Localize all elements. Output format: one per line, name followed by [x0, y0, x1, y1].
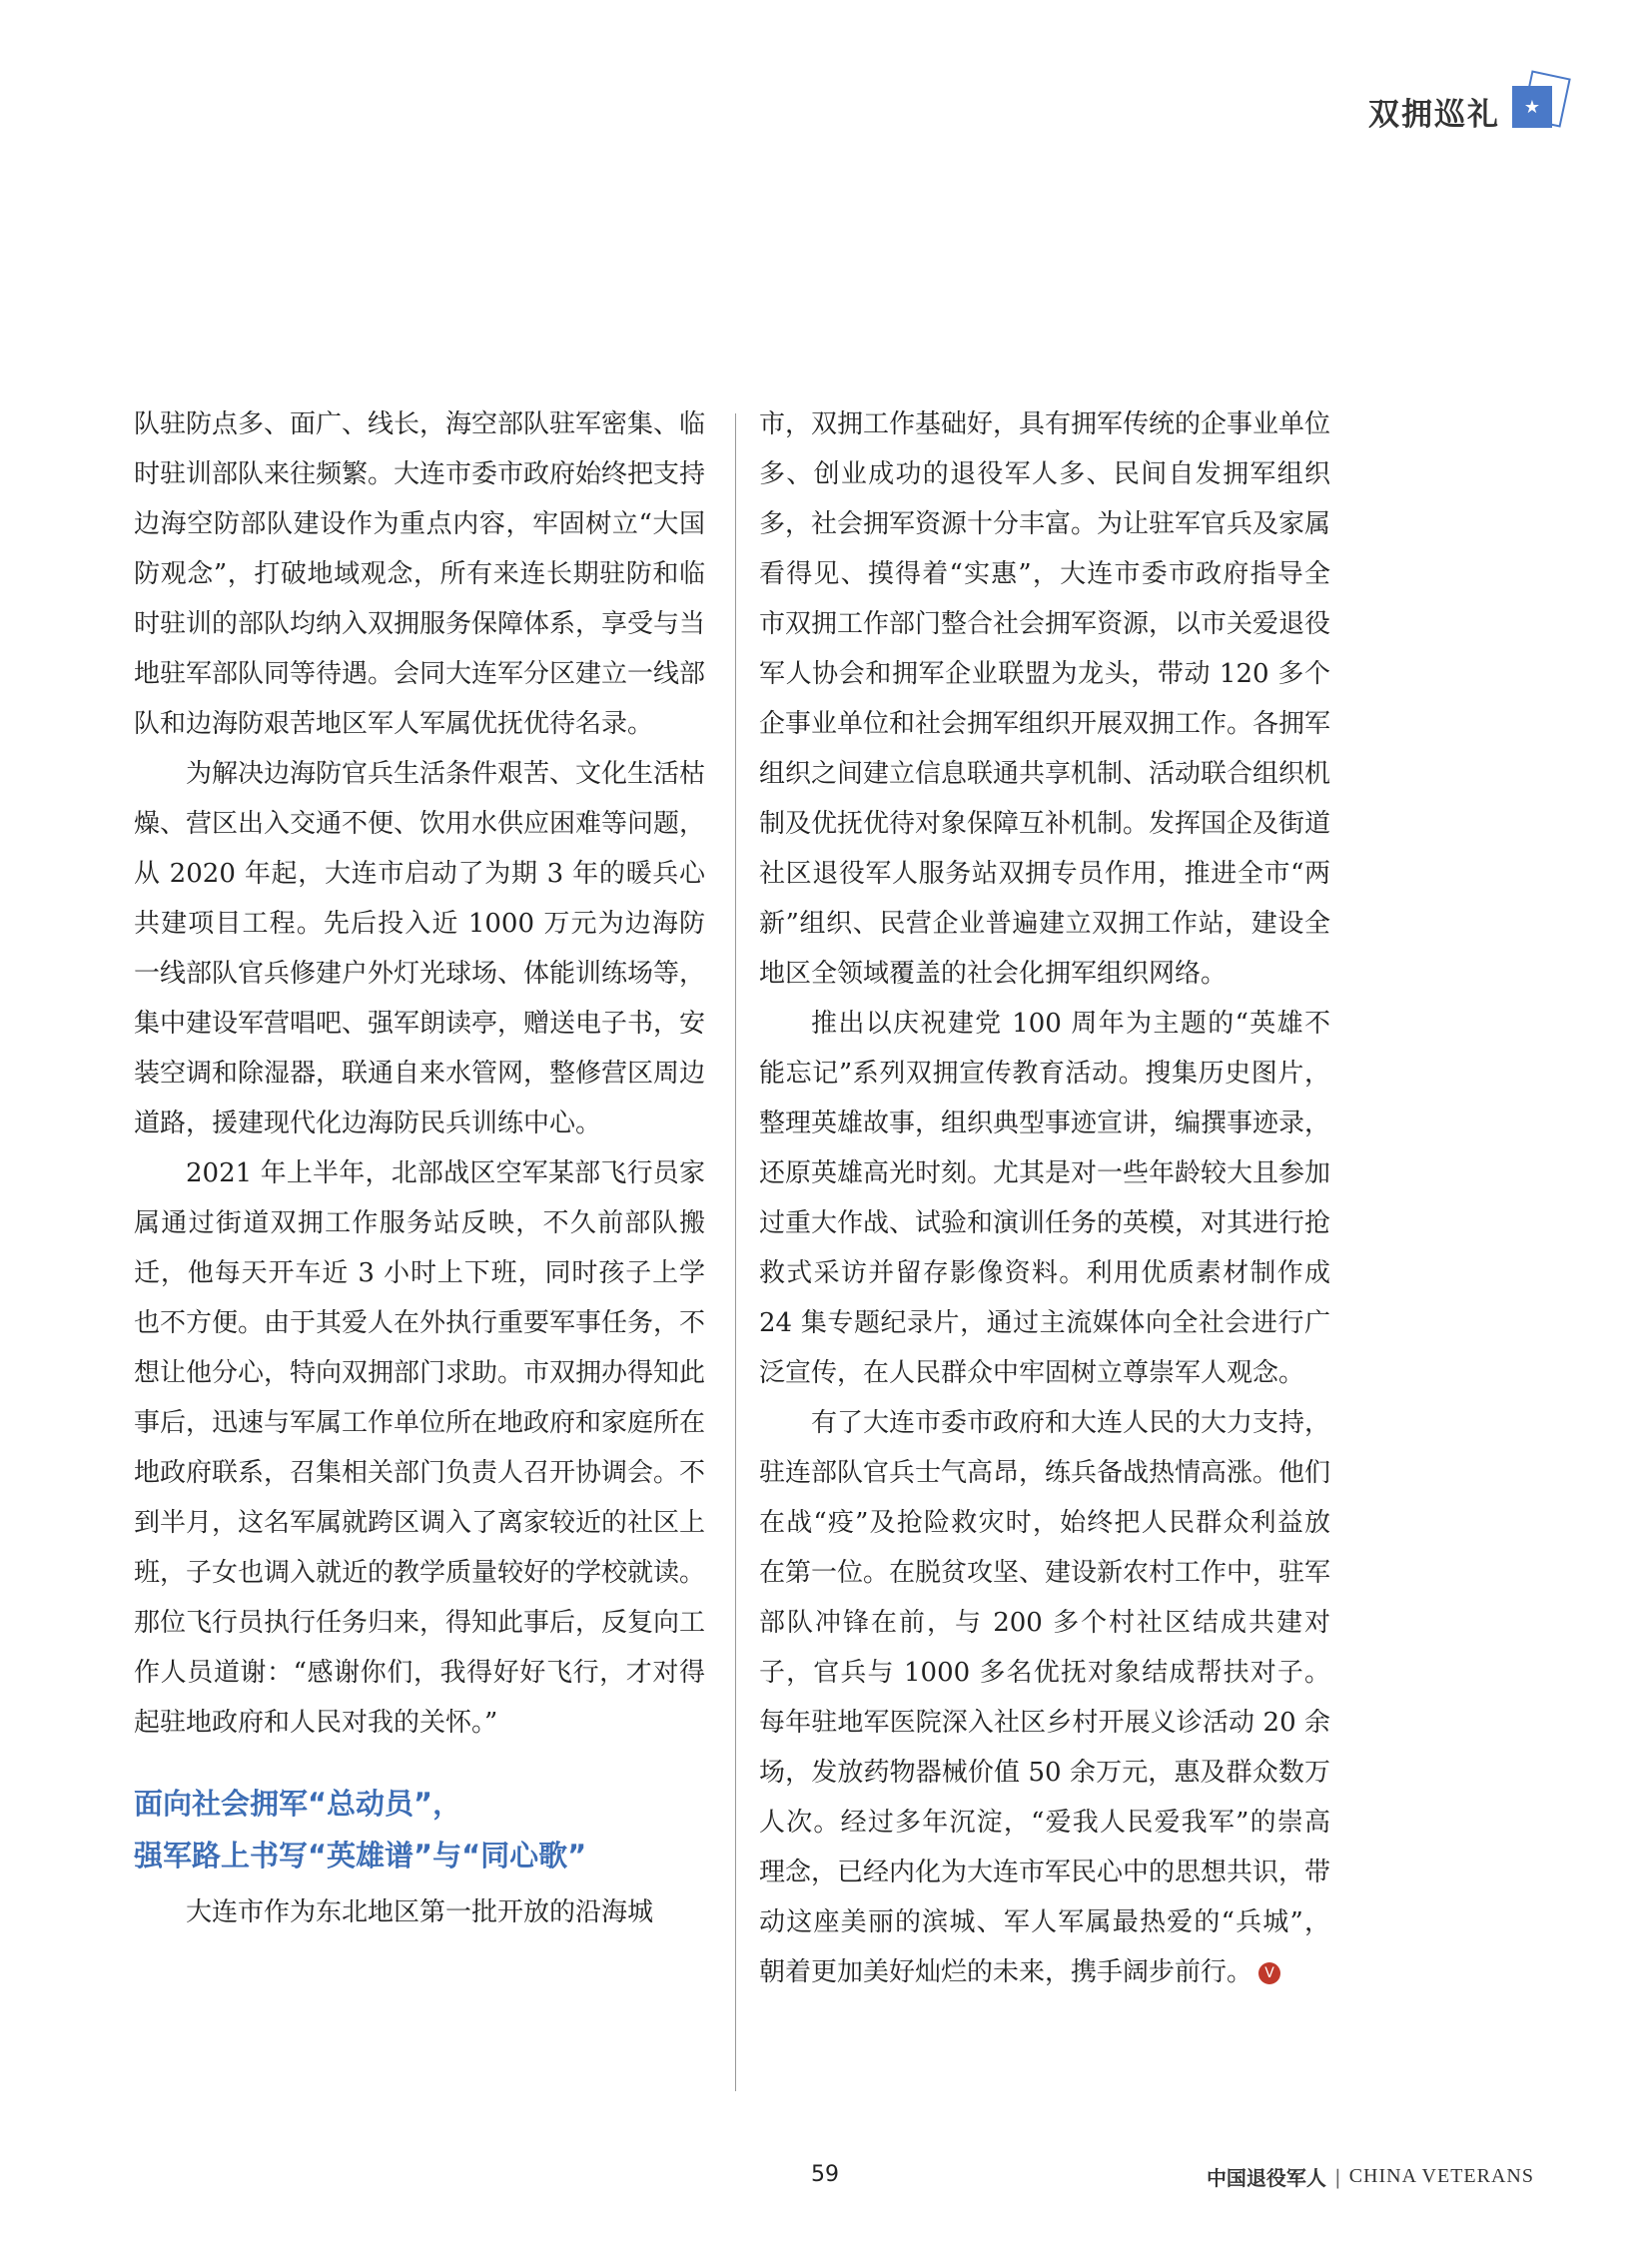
- section-title: 双拥巡礼: [1368, 96, 1500, 133]
- section-tag: [1368, 82, 1568, 140]
- end-mark-icon: V: [1258, 1962, 1280, 1984]
- column-divider: [735, 413, 736, 2091]
- page-number: 59: [811, 2162, 839, 2187]
- star-badge-icon: [1512, 74, 1568, 132]
- paragraph-text: 有了大连市委市政府和大连人民的大力支持，驻连部队官兵士气高昂，练兵备战热情高涨。他们在战“疫”及抢险救灾时，始终把人民群众利益放在第一位。在脱贫攻坚、建设新农村工作中，驻军部队冲锋在前，与 200 多个村社区结成共建对子，官兵与 1000 多名优抚对象结成帮扶对子。每年驻地军医院深入社区乡村开展义诊活动 20 余场，发放药物器械价值 50 余万元，惠及群众数万人次。经过多年沉淀，“爱我人民爱我军”的崇高理念，已经内化为大连市军民心中的思想共识，带动这座美丽的滨城、军人军属最热爱的“兵城”，朝着更加美好灿烂的未来，携手阔步前行。: [759, 1408, 1331, 1987]
- paragraph: 为解决边海防官兵生活条件艰苦、文化生活枯燥、营区出入交通不便、饮用水供应困难等问题，从 2020 年起，大连市启动了为期 3 年的暖兵心共建项目工程。先后投入近 1000 万元为边海防一线部队官兵修建户外灯光球场、体能训练场等，集中建设军营唱吧、强军朗读亭，赠送电子书，安装空调和除湿器，联通自来水管网，整修营区周边道路，援建现代化边海防民兵训练中心。: [134, 759, 706, 1138]
- paragraph-last: [759, 1398, 1330, 1997]
- subheading-line-2: 强军路上书写“英雄谱”与“同心歌”: [134, 1839, 587, 1872]
- left-column: [134, 399, 705, 1937]
- paragraph: 2021 年上半年，北部战区空军某部飞行员家属通过街道双拥工作服务站反映，不久前部队搬迁，他每天开车近 3 小时上下班，同时孩子上学也不方便。由于其爱人在外执行重要军事任务，不想让他分心，特向双拥部门求助。市双拥办得知此事后，迅速与军属工作单位所在地政府和家庭所在地政府联系，召集相关部门负责人召开协调会。不到半月，这名军属就跨区调入了离家较近的社区上班，子女也调入就近的教学质量较好的学校就读。那位飞行员执行任务归来，得知此事后，反复向工作人员道谢：“感谢你们，我得好好飞行，才对得起驻地政府和人民对我的关怀。”: [134, 1158, 706, 1738]
- paragraph: 队驻防点多、面广、线长，海空部队驻军密集、临时驻训部队来往频繁。大连市委市政府始终把支持边海空防部队建设作为重点内容，牢固树立“大国防观念”，打破地域观念，所有来连长期驻防和临时驻训的部队均纳入双拥服务保障体系，享受与当地驻军部队同等待遇。会同大连军分区建立一线部队和边海防艰苦地区军人军属优抚优待名录。: [134, 409, 706, 739]
- subheading-line-1: 面向社会拥军“总动员”，: [134, 1787, 462, 1821]
- magazine-name-en: CHINA VETERANS: [1348, 2165, 1534, 2187]
- right-column: [759, 399, 1330, 1997]
- magazine-footer: [1207, 2162, 1534, 2191]
- paragraph: 推出以庆祝建党 100 周年为主题的“英雄不能忘记”系列双拥宣传教育活动。搜集历史图片，整理英雄故事，组织典型事迹宣讲，编撰事迹录，还原英雄高光时刻。尤其是对一些年龄较大且参加过重大作战、试验和演训任务的英模，对其进行抢救式采访并留存影像资料。利用优质素材制作成 24 集专题纪录片，通过主流媒体向全社会进行广泛宣传，在人民群众中牢固树立尊崇军人观念。: [759, 1009, 1331, 1388]
- paragraph: 大连市作为东北地区第一批开放的沿海城: [186, 1897, 654, 1927]
- star-icon: ★: [1512, 86, 1552, 128]
- footer-separator: |: [1333, 2164, 1341, 2189]
- magazine-name-cn: 中国退役军人: [1206, 2166, 1326, 2190]
- paragraph: 市，双拥工作基础好，具有拥军传统的企事业单位多、创业成功的退役军人多、民间自发拥军组织多，社会拥军资源十分丰富。为让驻军官兵及家属看得见、摸得着“实惠”，大连市委市政府指导全市双拥工作部门整合社会拥军资源，以市关爱退役军人协会和拥军企业联盟为龙头，带动 120 多个企事业单位和社会拥军组织开展双拥工作。各拥军组织之间建立信息联通共享机制、活动联合组织机制及优抚优待对象保障互补机制。发挥国企及街道社区退役军人服务站双拥专员作用，推进全市“两新”组织、民营企业普遍建立双拥工作站，建设全地区全领域覆盖的社会化拥军组织网络。: [759, 409, 1331, 989]
- section-subheading: [134, 1778, 705, 1881]
